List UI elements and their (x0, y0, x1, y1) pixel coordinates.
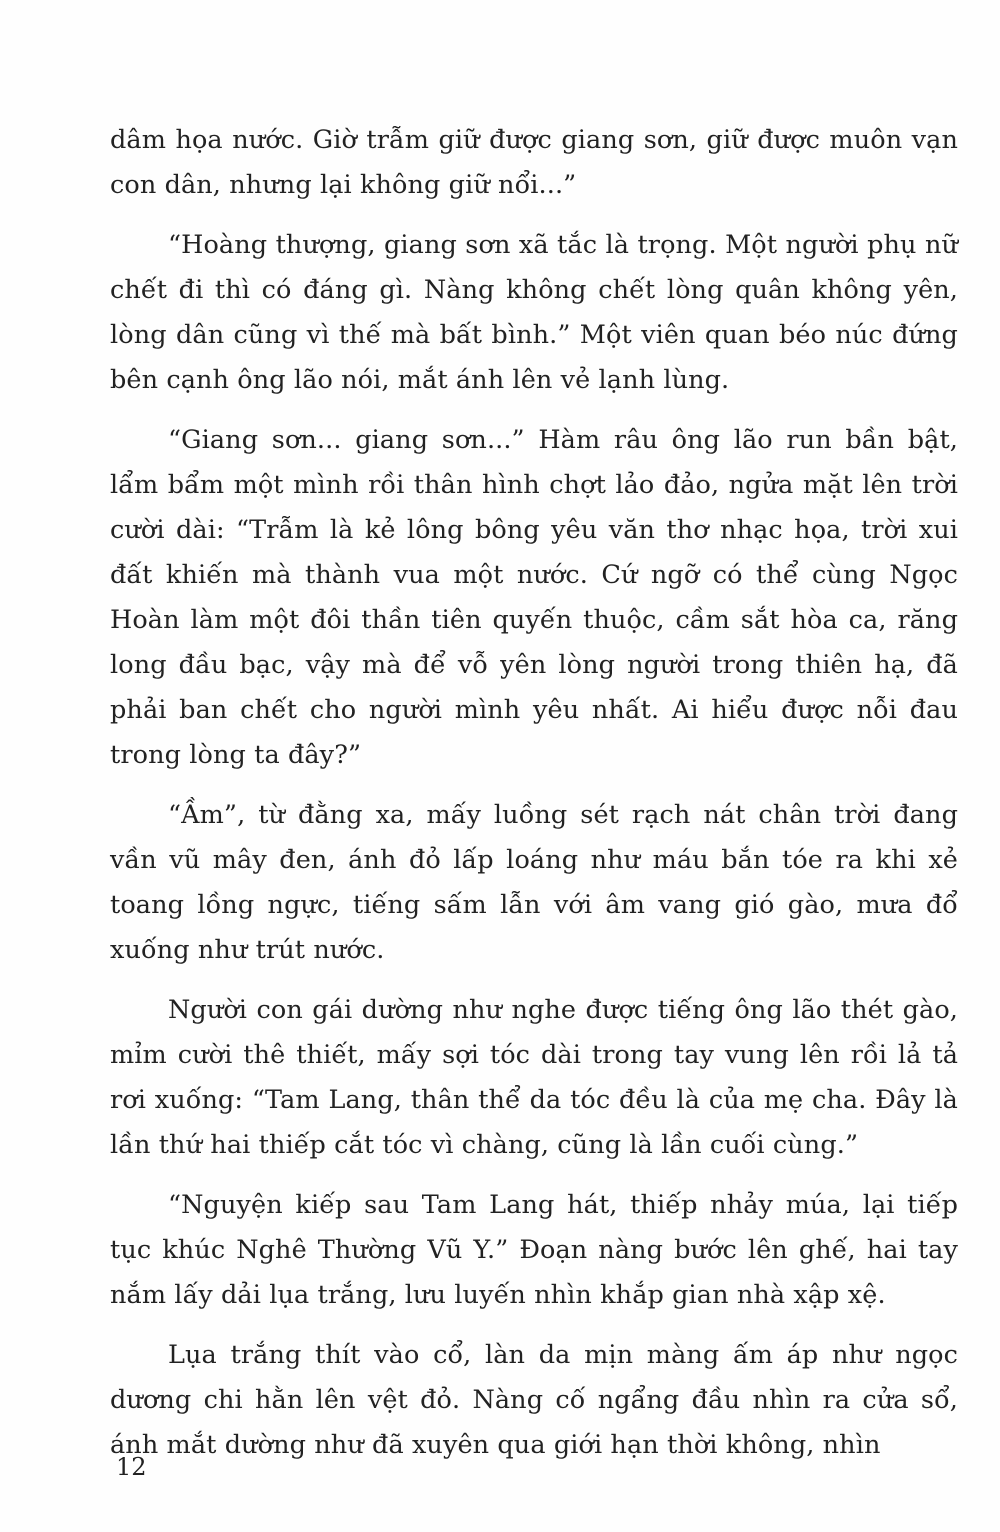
page-number: 12 (116, 1453, 147, 1481)
paragraph-7: Lụa trắng thít vào cổ, làn da mịn màng ấm áp như ngọc dương chi hằn lên vệt đỏ. Nàng cố ngẩng đầu nhìn ra cửa sổ, ánh mắt dường như đã xuyên qua giới hạn thời không, nhìn (110, 1340, 958, 1460)
body-text (110, 118, 958, 1483)
paragraph-1: dâm họa nước. Giờ trẫm giữ được giang sơn, giữ được muôn vạn con dân, nhưng lại không giữ nổi...” (110, 125, 958, 200)
paragraph-2: “Hoàng thượng, giang sơn xã tắc là trọng. Một người phụ nữ chết đi thì có đáng gì. Nàng không chết lòng quân không yên, lòng dân cũng vì thế mà bất bình.” Một viên quan béo núc đứng bên cạnh ông lão nói, mắt ánh lên vẻ lạnh lùng. (110, 230, 958, 395)
paragraph-5: Người con gái dường như nghe được tiếng ông lão thét gào, mỉm cười thê thiết, mấy sợi tóc dài trong tay vung lên rồi lả tả rơi xuống: “Tam Lang, thân thể da tóc đều là của mẹ cha. Đây là lần thứ hai thiếp cắt tóc vì chàng, cũng là lần cuối cùng.” (110, 995, 958, 1160)
paragraph-4: “Ầm”, từ đằng xa, mấy luồng sét rạch nát chân trời đang vần vũ mây đen, ánh đỏ lấp loáng như máu bắn tóe ra khi xẻ toang lồng ngực, tiếng sấm lẫn với âm vang gió gào, mưa đổ xuống như trút nước. (110, 800, 958, 965)
paragraph-3: “Giang sơn... giang sơn...” Hàm râu ông lão run bần bật, lẩm bẩm một mình rồi thân hình chợt lảo đảo, ngửa mặt lên trời cười dài: “Trẫm là kẻ lông bông yêu văn thơ nhạc họa, trời xui đất khiến mà thành vua một nước. Cứ ngỡ có thể cùng Ngọc Hoàn làm một đôi thần tiên quyến thuộc, cầm sắt hòa ca, răng long đầu bạc, vậy mà để vỗ yên lòng người trong thiên hạ, đã phải ban chết cho người mình yêu nhất. Ai hiểu được nỗi đau trong lòng ta đây?” (110, 425, 958, 770)
paragraph-6: “Nguyện kiếp sau Tam Lang hát, thiếp nhảy múa, lại tiếp tục khúc Nghê Thường Vũ Y.” Đoạn nàng bước lên ghế, hai tay nắm lấy dải lụa trắng, lưu luyến nhìn khắp gian nhà xập xệ. (110, 1190, 958, 1310)
